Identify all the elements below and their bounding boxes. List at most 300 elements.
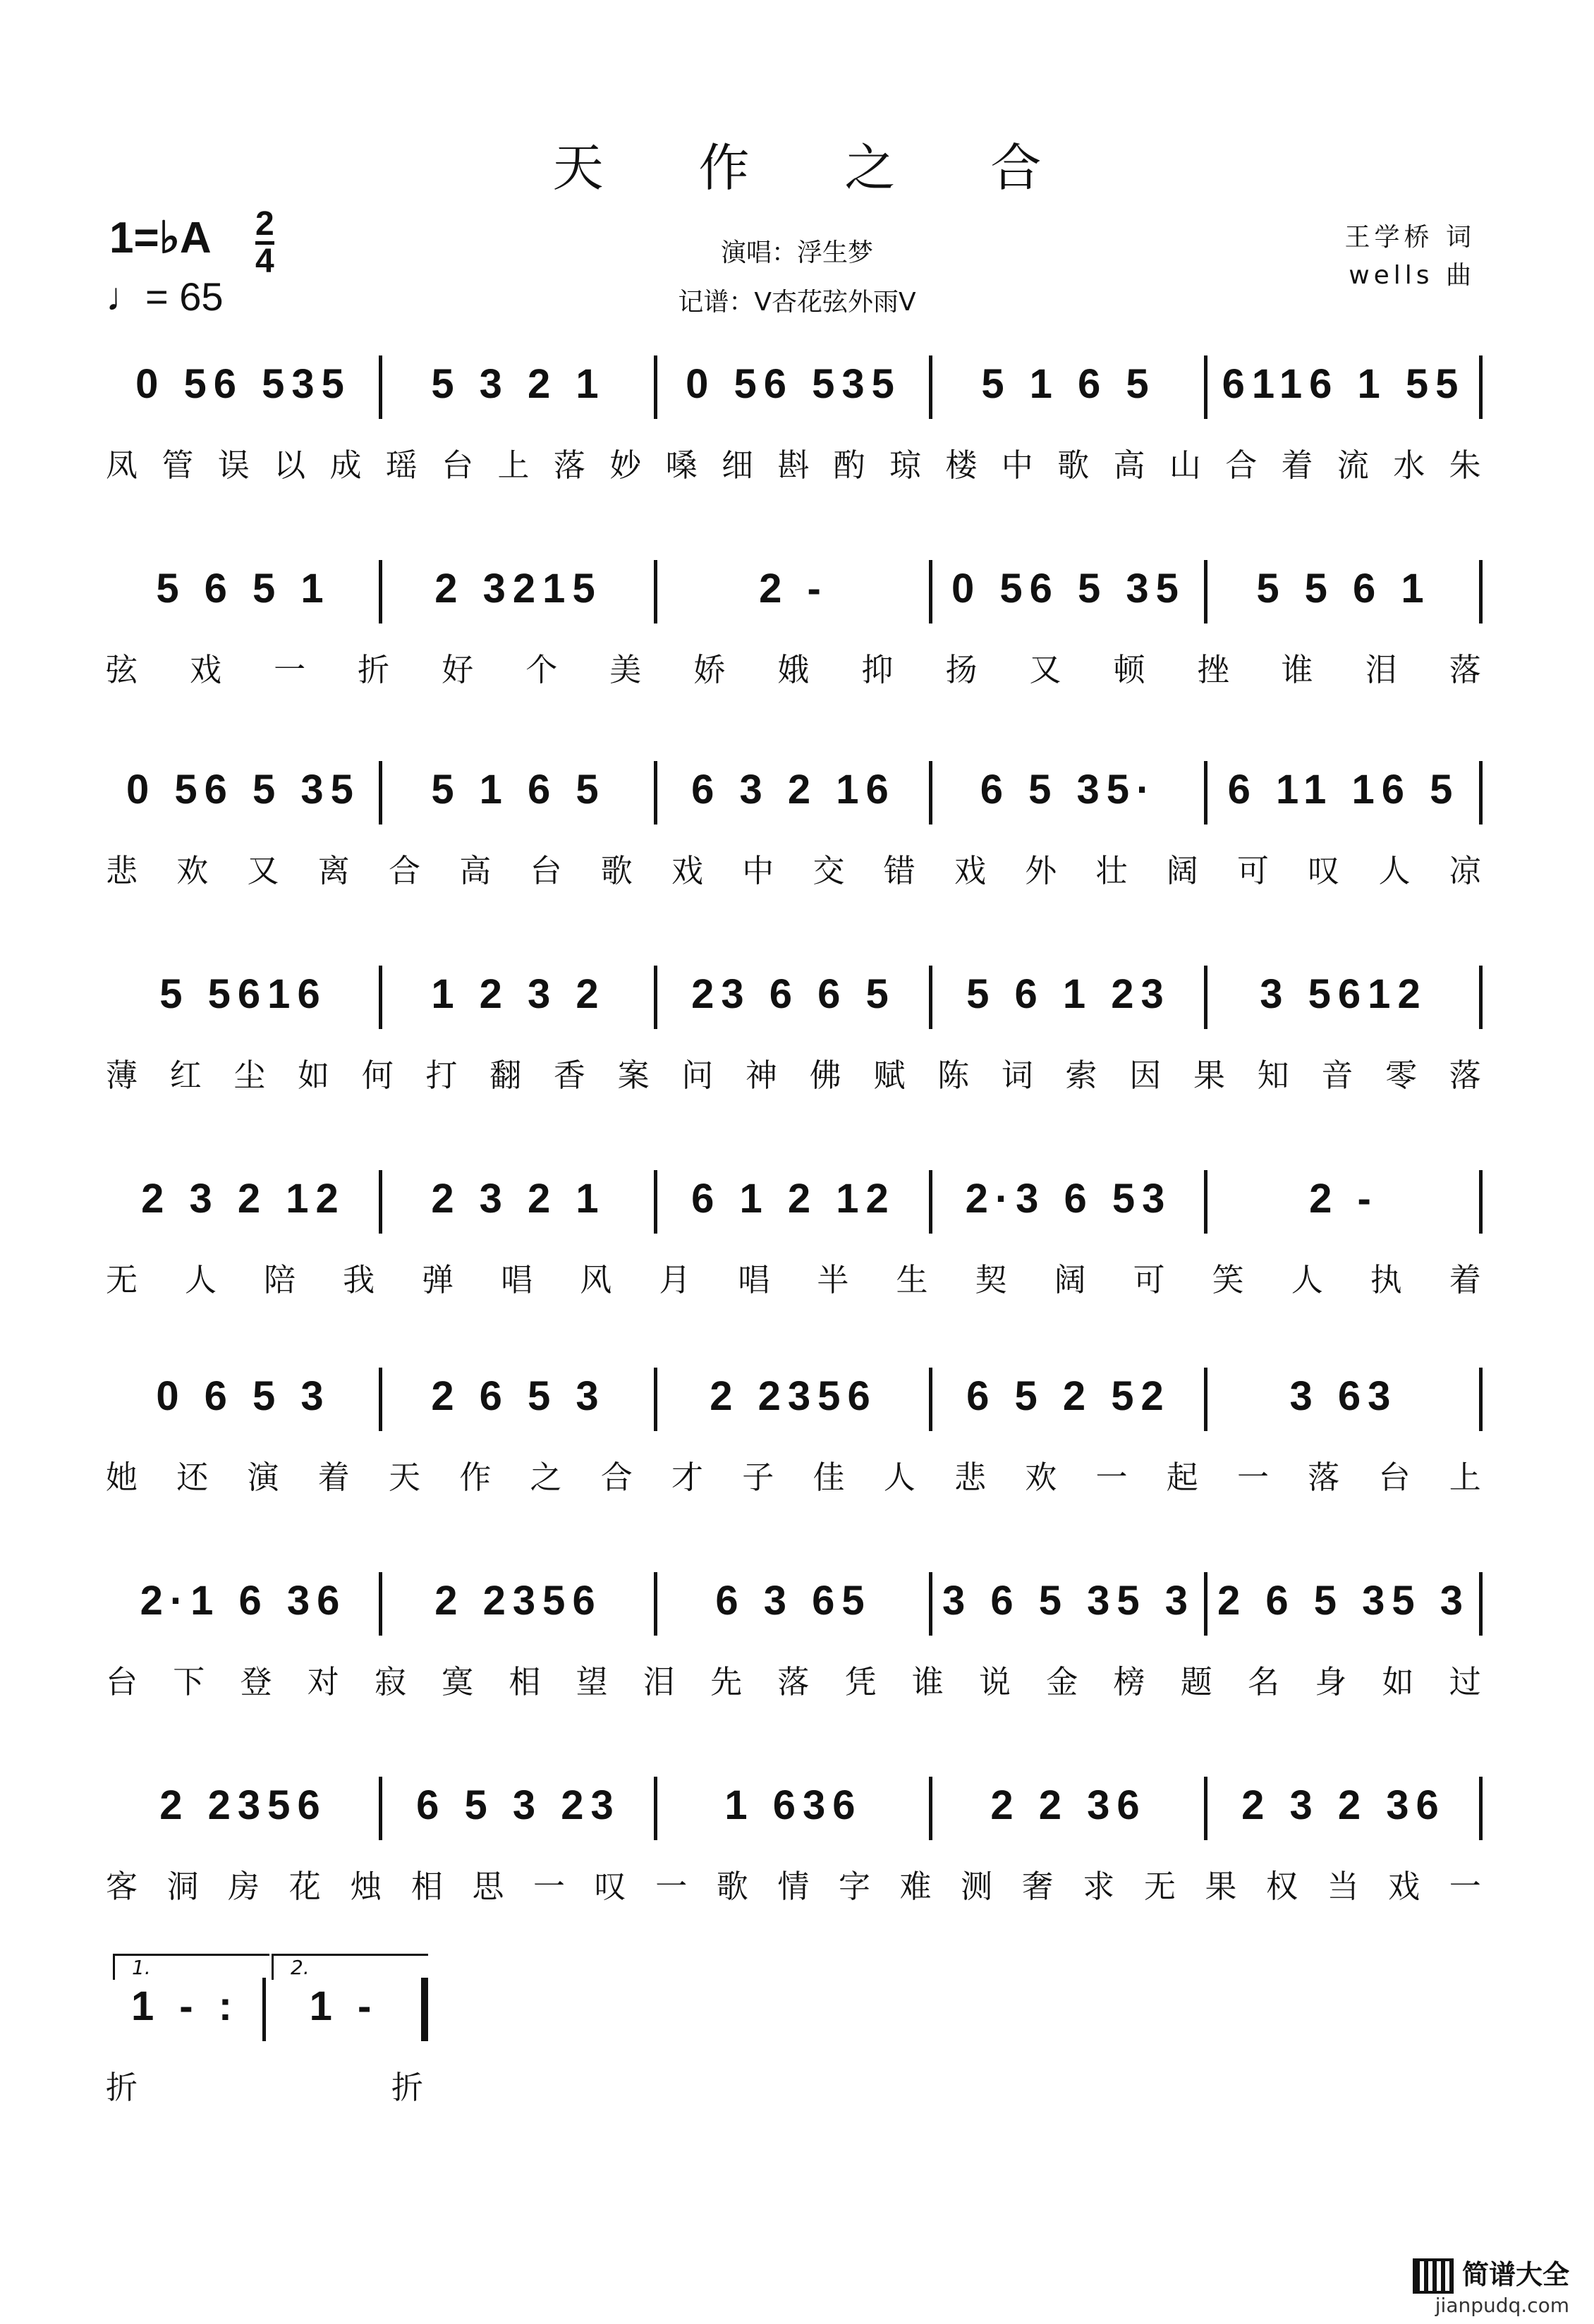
measure	[106, 1174, 381, 1252]
lyric-char: 欢	[1025, 1458, 1057, 1496]
lyrics-row	[106, 2060, 423, 2109]
measure	[656, 1174, 931, 1252]
lyric-char: 合	[389, 851, 421, 889]
lyric-char: 如	[298, 1056, 330, 1094]
lyrics-row	[106, 642, 1481, 691]
lyric-char: 知	[1257, 1056, 1289, 1094]
lyric-char: 相	[410, 1867, 443, 1905]
measure	[106, 1372, 381, 1449]
measure	[381, 1174, 656, 1252]
measure	[1206, 765, 1481, 843]
measure	[381, 970, 656, 1047]
lyric-char: 字	[838, 1867, 870, 1905]
lyric-char: 离	[317, 851, 350, 889]
lyric-char: 难	[899, 1867, 932, 1905]
measure-notes: 2·3 6 53	[965, 1176, 1172, 1222]
lyric-char: 抑	[861, 650, 894, 688]
lyric-char: 思	[472, 1867, 504, 1905]
measure	[931, 970, 1206, 1047]
measure	[931, 564, 1206, 642]
lyric-char: 扬	[945, 650, 978, 688]
measure-notes: 0 6 5 3	[156, 1373, 331, 1419]
lyric-char: 落	[553, 446, 585, 484]
lyric-char: 可	[1237, 851, 1270, 889]
lyric-char: 生	[896, 1260, 928, 1298]
lyric-char: 过	[1449, 1662, 1481, 1701]
lyric-char: 合	[600, 1458, 633, 1496]
measure-notes: 2 6 5 35 3	[1217, 1578, 1470, 1624]
notes-row	[106, 970, 1481, 1047]
lyric-char: 个	[525, 650, 558, 688]
transcriber-credit: 记谱：V杏花弦外雨V	[678, 288, 916, 317]
lyric-char: 高	[459, 851, 492, 889]
measure-notes: 5 1 6 5	[431, 767, 606, 813]
measure-notes: 2 2 36	[990, 1782, 1147, 1828]
lyric-char: 戏	[1388, 1867, 1420, 1905]
measure	[106, 1576, 381, 1654]
measure-notes: 2 2356	[710, 1373, 877, 1419]
lyric-char: 唱	[501, 1260, 533, 1298]
lyric-char: 妙	[609, 446, 642, 484]
measure-notes: 0 56 535	[135, 361, 351, 407]
lyric-char: 翻	[489, 1056, 522, 1094]
measure	[264, 1982, 423, 2060]
measure-notes: 6116 1 55	[1222, 361, 1466, 407]
lyrics-row	[106, 1654, 1481, 1703]
measure	[931, 1576, 1206, 1654]
lyric-char: 错	[883, 851, 915, 889]
lyric-char: 情	[777, 1867, 810, 1905]
lyric-char: 题	[1180, 1662, 1212, 1701]
lyric-char: 天	[389, 1458, 421, 1496]
notes-row	[106, 360, 1481, 437]
measure	[1206, 360, 1481, 437]
lyric-char: 何	[361, 1056, 394, 1094]
lyric-char: 佛	[809, 1056, 841, 1094]
lyric-char: 着	[1449, 1260, 1481, 1298]
lyric-char: 壮	[1095, 851, 1128, 889]
lyric-char: 问	[681, 1056, 714, 1094]
lyrics-row	[106, 1449, 1481, 1499]
lyric-char: 歌	[716, 1867, 748, 1905]
lyric-char: 泪	[1365, 650, 1397, 688]
lyric-char: 演	[247, 1458, 279, 1496]
measure	[656, 1372, 931, 1449]
lyric-char: 风	[580, 1260, 612, 1298]
notes-row	[106, 1372, 1481, 1449]
measure-notes: 23 6 6 5	[691, 971, 896, 1017]
measure	[656, 765, 931, 843]
measure	[106, 765, 381, 843]
lyric-char: 斟	[777, 446, 810, 484]
lyric-char: 先	[710, 1662, 743, 1701]
lyric-char: 寂	[374, 1662, 406, 1701]
lyric-char: 美	[609, 650, 642, 688]
measure-notes: 6 3 2 16	[691, 767, 896, 813]
measure	[656, 970, 931, 1047]
measure-notes: 3 5612	[1260, 971, 1428, 1017]
lyric-char: 戏	[954, 851, 987, 889]
lyric-char: 她	[106, 1458, 138, 1496]
lyrics-row	[106, 1047, 1481, 1097]
key-signature: 1=♭A	[109, 214, 212, 262]
lyric-char: 凤	[106, 446, 138, 484]
lyric-char: 上	[1449, 1458, 1481, 1496]
lyric-char: 一	[655, 1867, 688, 1905]
measure-notes: 2 6 5 3	[431, 1373, 606, 1419]
lyric-char: 才	[671, 1458, 704, 1496]
lyric-char: 人	[1291, 1260, 1323, 1298]
score-system	[106, 1956, 1481, 2116]
lyric-char: 戏	[190, 650, 222, 688]
measure	[656, 1781, 931, 1858]
measure	[931, 1781, 1206, 1858]
measure	[106, 1982, 264, 2060]
score-system	[106, 360, 1481, 494]
lyric-char: 娥	[777, 650, 810, 688]
lyric-char: 落	[1449, 650, 1481, 688]
score-system	[106, 970, 1481, 1104]
lyric-char: 折	[391, 2068, 423, 2106]
lyric-char: 下	[173, 1662, 205, 1701]
measure-notes: 5 3 2 1	[431, 361, 606, 407]
lyric-char: 一	[1237, 1458, 1270, 1496]
barline	[1479, 966, 1483, 1029]
notes-row	[106, 564, 1481, 642]
lyric-char: 外	[1025, 851, 1057, 889]
lyric-char: 落	[1308, 1458, 1340, 1496]
lyric-char: 香	[553, 1056, 585, 1094]
lyric-char: 琼	[889, 446, 922, 484]
measure-notes: 1 2 3 2	[431, 971, 606, 1017]
lyric-char: 客	[106, 1867, 138, 1905]
lyric-char: 折	[106, 2068, 138, 2106]
lyric-char: 人	[185, 1260, 217, 1298]
measure-notes: 5 5616	[159, 971, 327, 1017]
measure-notes: 0 56 5 35	[126, 767, 360, 813]
barline	[1479, 1572, 1483, 1636]
lyric-char: 权	[1265, 1867, 1298, 1905]
lyric-char: 弦	[106, 650, 138, 688]
measure	[381, 1576, 656, 1654]
lyric-char: 谁	[911, 1662, 944, 1701]
measure-notes: 1 - :	[130, 1983, 240, 2029]
lyric-char: 谁	[1281, 650, 1313, 688]
score-system	[106, 1372, 1481, 1506]
lyric-char: 如	[1382, 1662, 1414, 1701]
lyric-char: 身	[1315, 1662, 1347, 1701]
lyric-char: 执	[1370, 1260, 1402, 1298]
measure	[106, 564, 381, 642]
lyric-char: 花	[288, 1867, 321, 1905]
lyric-char: 因	[1129, 1056, 1162, 1094]
barline	[1479, 1777, 1483, 1840]
lyric-char: 成	[329, 446, 362, 484]
lyric-char: 当	[1327, 1867, 1359, 1905]
measure-notes: 2 3 2 12	[141, 1176, 346, 1222]
lyric-char: 词	[1001, 1056, 1033, 1094]
barline	[421, 1978, 428, 2041]
singer-credit: 演唱：浮生梦	[720, 238, 873, 267]
lyric-char: 薄	[106, 1056, 138, 1094]
meter-bottom: 4	[255, 243, 274, 280]
lyric-char: 朱	[1449, 446, 1481, 484]
lyric-char: 神	[746, 1056, 778, 1094]
measure	[931, 360, 1206, 437]
measure	[381, 1781, 656, 1858]
measure-notes: 1 -	[309, 1983, 379, 2029]
lyric-char: 中	[742, 851, 774, 889]
lyric-char: 尘	[233, 1056, 266, 1094]
lyric-char: 陈	[937, 1056, 970, 1094]
measure-notes: 6 5 3 23	[416, 1782, 621, 1828]
lyric-char: 榜	[1113, 1662, 1145, 1701]
lyric-char: 合	[1225, 446, 1258, 484]
lyric-char: 无	[106, 1260, 138, 1298]
piano-icon	[1413, 2258, 1454, 2294]
lyric-char: 上	[497, 446, 530, 484]
measure	[1206, 1781, 1481, 1858]
lyric-char: 赋	[873, 1056, 906, 1094]
lyric-char: 叹	[1308, 851, 1340, 889]
measure	[931, 1174, 1206, 1252]
lyricist-credit: 王学桥 词	[1344, 223, 1476, 252]
lyric-char: 泪	[643, 1662, 675, 1701]
lyric-char: 说	[979, 1662, 1011, 1701]
lyric-char: 案	[617, 1056, 650, 1094]
measure-notes: 6 5 2 52	[966, 1373, 1171, 1419]
lyric-char: 交	[813, 851, 845, 889]
lyric-char: 契	[975, 1260, 1007, 1298]
measure	[656, 564, 931, 642]
measure-notes: 5 6 1 23	[966, 971, 1171, 1017]
measure	[1206, 564, 1481, 642]
meter-top: 2	[255, 205, 274, 243]
lyric-char: 着	[1281, 446, 1313, 484]
measure	[656, 1576, 931, 1654]
lyric-char: 又	[1029, 650, 1061, 688]
lyric-char: 又	[247, 851, 279, 889]
measure	[1206, 970, 1481, 1047]
notes-row	[106, 1781, 1481, 1858]
measure	[106, 360, 381, 437]
barline	[1479, 355, 1483, 419]
song-title: 天 作 之 合	[552, 138, 1081, 197]
barline	[1479, 560, 1483, 623]
measure	[106, 970, 381, 1047]
lyric-char: 作	[459, 1458, 492, 1496]
lyric-char: 名	[1247, 1662, 1279, 1701]
measure-notes: 2 -	[1309, 1176, 1378, 1222]
lyric-char: 可	[1133, 1260, 1165, 1298]
lyric-char: 瑶	[385, 446, 418, 484]
lyric-char: 酌	[833, 446, 865, 484]
lyric-char: 挫	[1197, 650, 1229, 688]
lyric-char: 我	[343, 1260, 375, 1298]
measure	[656, 360, 931, 437]
lyric-char: 歌	[600, 851, 633, 889]
lyric-char: 歌	[1057, 446, 1090, 484]
notes-row	[106, 1956, 1481, 2060]
lyric-char: 零	[1385, 1056, 1418, 1094]
lyric-char: 打	[425, 1056, 458, 1094]
lyric-char: 管	[162, 446, 194, 484]
lyric-char: 落	[777, 1662, 810, 1701]
measure-notes: 2 2356	[159, 1782, 327, 1828]
barline	[1479, 761, 1483, 825]
tempo-marking: ♩= 65	[106, 274, 224, 319]
measure	[1206, 1372, 1481, 1449]
measure-notes: 3 63	[1289, 1373, 1398, 1419]
lyric-char: 叹	[594, 1867, 626, 1905]
lyric-char: 阔	[1054, 1260, 1086, 1298]
score-system	[106, 1576, 1481, 1710]
lyrics-row	[106, 1858, 1481, 1908]
lyric-char: 红	[169, 1056, 202, 1094]
lyric-char: 音	[1321, 1056, 1353, 1094]
score-system	[106, 1174, 1481, 1308]
composer-credit: wells 曲	[1349, 261, 1476, 290]
lyric-char: 流	[1337, 446, 1369, 484]
lyric-char: 子	[742, 1458, 774, 1496]
measure-notes: 6 3 65	[715, 1578, 872, 1624]
lyric-char: 好	[442, 650, 474, 688]
measure-notes: 0 56 5 35	[951, 566, 1186, 612]
measure	[106, 1781, 381, 1858]
measure-notes: 6 11 16 5	[1227, 767, 1460, 813]
measure-notes: 2·1 6 36	[140, 1578, 347, 1624]
lyric-char: 半	[817, 1260, 849, 1298]
lyric-char: 房	[228, 1867, 260, 1905]
lyric-char: 娇	[693, 650, 726, 688]
lyric-char: 悲	[106, 851, 138, 889]
measure	[931, 1372, 1206, 1449]
measure-notes: 2 3215	[434, 566, 602, 612]
measure-notes: 6 5 35·	[980, 767, 1157, 813]
lyric-char: 唱	[738, 1260, 770, 1298]
lyric-char: 山	[1169, 446, 1201, 484]
lyric-char: 之	[530, 1458, 562, 1496]
lyric-char: 果	[1205, 1867, 1237, 1905]
measure	[381, 1372, 656, 1449]
measure	[381, 765, 656, 843]
lyric-char: 折	[358, 650, 390, 688]
notes-row	[106, 765, 1481, 843]
lyric-char: 凭	[844, 1662, 877, 1701]
volta-bracket: 1.	[113, 1954, 269, 1980]
watermark-name: 简谱大全	[1461, 2258, 1569, 2290]
measure	[1206, 1174, 1481, 1252]
notes-row	[106, 1174, 1481, 1252]
lyric-char: 台	[106, 1662, 138, 1701]
measure	[931, 765, 1206, 843]
measure	[381, 564, 656, 642]
lyric-char: 以	[274, 446, 306, 484]
watermark-url: jianpudq.com	[1435, 2294, 1569, 2317]
lyric-char: 高	[1113, 446, 1145, 484]
lyric-char: 起	[1166, 1458, 1198, 1496]
lyric-char: 细	[721, 446, 753, 484]
lyric-char: 落	[1449, 1056, 1481, 1094]
lyric-char: 一	[1095, 1458, 1128, 1496]
lyric-char: 望	[576, 1662, 608, 1701]
measure-notes: 6 1 2 12	[691, 1176, 896, 1222]
measure-notes: 2 3 2 1	[431, 1176, 606, 1222]
lyrics-row	[106, 437, 1481, 487]
barline	[1479, 1170, 1483, 1234]
lyric-char: 人	[883, 1458, 915, 1496]
watermark	[1413, 2253, 1569, 2318]
measure-notes: 5 1 6 5	[981, 361, 1156, 407]
lyric-char: 凉	[1449, 851, 1481, 889]
lyric-char: 对	[307, 1662, 339, 1701]
lyric-char: 台	[1378, 1458, 1411, 1496]
measure	[1206, 1576, 1481, 1654]
lyric-char: 金	[1046, 1662, 1078, 1701]
lyric-char: 一	[1449, 1867, 1481, 1905]
measure	[381, 360, 656, 437]
barline	[1479, 1368, 1483, 1431]
lyric-char: 中	[1001, 446, 1033, 484]
lyric-char: 人	[1378, 851, 1411, 889]
lyric-char: 索	[1065, 1056, 1097, 1094]
measure-notes: 0 56 535	[686, 361, 901, 407]
lyric-char: 测	[961, 1867, 993, 1905]
measure-notes: 1 636	[724, 1782, 863, 1828]
score-system	[106, 564, 1481, 698]
lyric-char: 烛	[350, 1867, 382, 1905]
lyric-char: 楼	[945, 446, 978, 484]
lyric-char: 嗓	[665, 446, 698, 484]
lyric-char: 果	[1193, 1056, 1225, 1094]
lyric-char: 还	[176, 1458, 209, 1496]
lyric-char: 洞	[166, 1867, 199, 1905]
lyric-char: 顿	[1113, 650, 1145, 688]
lyric-char: 一	[533, 1867, 566, 1905]
lyric-char: 月	[659, 1260, 691, 1298]
lyric-char: 着	[317, 1458, 350, 1496]
lyric-char: 水	[1393, 446, 1425, 484]
lyric-char: 戏	[671, 851, 704, 889]
measure-notes: 5 5 6 1	[1256, 566, 1431, 612]
lyric-char: 悲	[954, 1458, 987, 1496]
lyric-char: 求	[1083, 1867, 1115, 1905]
lyric-char: 弹	[422, 1260, 454, 1298]
lyric-char: 阔	[1166, 851, 1198, 889]
lyrics-row	[106, 1252, 1481, 1301]
lyric-char: 误	[217, 446, 250, 484]
measure-notes: 2 -	[759, 566, 828, 612]
measure-notes: 2 3 2 36	[1241, 1782, 1446, 1828]
measure-notes: 5 6 5 1	[156, 566, 331, 612]
lyrics-row	[106, 843, 1481, 892]
lyric-char: 笑	[1212, 1260, 1244, 1298]
lyric-char: 一	[274, 650, 306, 688]
notes-row	[106, 1576, 1481, 1654]
score-system	[106, 1781, 1481, 1915]
lyric-char: 佳	[813, 1458, 845, 1496]
volta-bracket: 2.	[272, 1954, 428, 1980]
lyric-char: 台	[530, 851, 562, 889]
lyric-char: 登	[240, 1662, 272, 1701]
measure-notes: 2 2356	[434, 1578, 602, 1624]
score-system	[106, 765, 1481, 899]
lyric-char: 寞	[442, 1662, 474, 1701]
measure-notes: 3 6 5 35 3	[942, 1578, 1195, 1624]
lyric-char: 陪	[264, 1260, 296, 1298]
lyric-char: 欢	[176, 851, 209, 889]
lyric-char: 无	[1143, 1867, 1176, 1905]
